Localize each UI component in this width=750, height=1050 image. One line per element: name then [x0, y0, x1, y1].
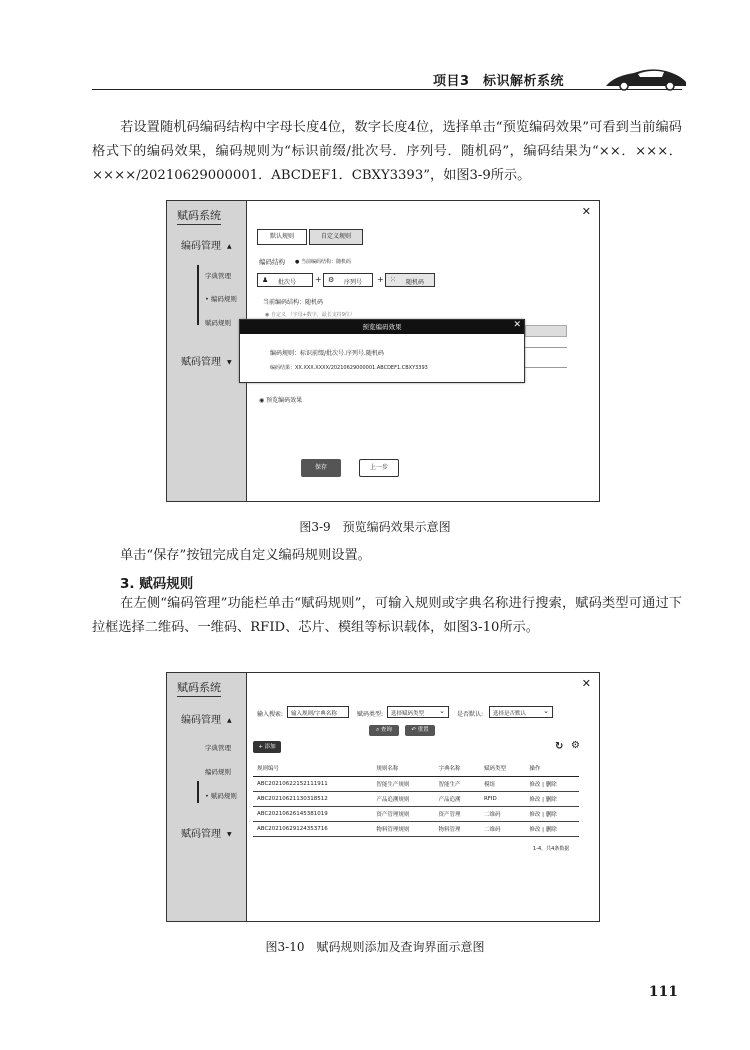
cell-assign-type: 二维码	[480, 806, 525, 821]
table-row	[253, 806, 579, 821]
background-line	[525, 347, 567, 348]
tab-custom-rule[interactable]: 自定义规则	[309, 229, 363, 245]
paragraph-save	[92, 544, 682, 568]
segment-serial[interactable]	[323, 273, 373, 287]
custom-radio[interactable]: ◉ 自定义 （字母+数字，最长支持9位）	[265, 312, 355, 318]
col-rule-name: 规则名称	[372, 761, 434, 776]
settings-icon[interactable]: ⚙	[571, 740, 580, 751]
cell-rule-id: ABC20210629124353716	[253, 821, 372, 836]
menu-assign-management-2[interactable]	[181, 825, 232, 840]
menu-encoding-management-label-2: 编码管理	[181, 715, 221, 726]
search-input[interactable]	[287, 706, 349, 718]
struct-label: 编码结构	[259, 258, 285, 266]
figure-3-9-mockup	[166, 200, 600, 502]
submenu-dictionary[interactable]: 字典管理	[205, 272, 231, 280]
col-actions: 操作	[525, 761, 579, 776]
current-struct: 当前编码结构：随机码	[263, 299, 324, 306]
save-button[interactable]: 保存	[301, 459, 341, 477]
close-icon-2[interactable]: ✕	[581, 677, 591, 690]
type-select[interactable]	[387, 706, 449, 718]
menu-assign-management[interactable]	[181, 353, 232, 368]
segment-batch-label: 批次号	[278, 279, 297, 286]
add-button[interactable]	[253, 741, 281, 753]
custom-radio-label: 自定义	[270, 312, 286, 318]
custom-hint: （字母+数字，最长支持9位）	[287, 312, 355, 318]
search-icon: ⌕	[376, 727, 380, 733]
plus-sign-2: +	[377, 275, 384, 284]
reset-button[interactable]	[405, 725, 435, 736]
plus-sign: +	[315, 275, 322, 284]
segment-serial-label: 序列号	[344, 279, 363, 286]
type-select-value: 选择赋码类型	[391, 711, 425, 717]
refresh-icon[interactable]: ↻	[555, 741, 564, 752]
segment-random[interactable]	[385, 273, 435, 287]
search-label: 输入搜索:	[257, 711, 284, 718]
running-header	[92, 68, 682, 90]
eye-icon: ◉	[259, 397, 265, 404]
chevron-up-icon: ▲	[227, 242, 232, 250]
chevron-down-icon-2: ▼	[227, 830, 232, 838]
segment-batch[interactable]	[257, 273, 313, 287]
dice-icon: ⁙	[390, 276, 396, 284]
col-rule-id: 规则编号	[253, 761, 372, 776]
cell-actions[interactable]: 修改 | 删除	[525, 791, 579, 806]
submenu-encoding-rules-2[interactable]: 编码规则	[205, 768, 231, 776]
col-assign-type: 赋码类型	[480, 761, 525, 776]
default-label: 是否默认:	[457, 711, 484, 718]
preview-modal-title: 预览编码效果	[240, 320, 524, 334]
page-number: 111	[648, 984, 678, 1000]
paragraph-save-text: 单击“保存”按钮完成自定义编码规则设置。	[120, 548, 371, 563]
chevron-up-icon-2: ▲	[227, 716, 232, 724]
submenu-line	[197, 265, 199, 325]
default-select[interactable]	[489, 706, 553, 718]
menu-encoding-management-label: 编码管理	[181, 241, 221, 252]
cell-rule-name: 产品追溯规则	[372, 791, 434, 806]
previous-step-button[interactable]: 上一步	[359, 459, 399, 477]
preview-link-label: 预览编码效果	[266, 397, 303, 404]
cell-assign-type: RFID	[480, 791, 525, 806]
query-button[interactable]	[369, 725, 399, 736]
modal-close-icon[interactable]: ✕	[513, 320, 521, 330]
brand-title-2: 赋码系统	[177, 679, 221, 697]
cell-rule-name: 物料管理规则	[372, 821, 434, 836]
close-icon[interactable]: ✕	[581, 205, 591, 218]
table-row	[253, 821, 579, 836]
figure-3-9-caption: 图3-9 预览编码效果示意图	[299, 520, 451, 534]
background-input	[525, 325, 567, 337]
cell-actions[interactable]: 修改 | 删除	[525, 821, 579, 836]
table-row	[253, 791, 579, 806]
cell-rule-id: ABC20210621130318512	[253, 791, 372, 806]
paragraph-intro	[92, 116, 682, 188]
rules-table	[253, 761, 579, 837]
segment-random-label: 随机码	[406, 279, 425, 286]
preview-rule-line: 编码规则：标识前缀/批次号.序列号.随机码	[270, 350, 384, 357]
sidebar-2	[167, 673, 247, 921]
paragraph-assign-rules-text: 在左侧“编码管理”功能栏单击“赋码规则”，可输入规则或字典名称进行搜索，赋码类型可通过下拉框选择二维码、一维码、RFID、芯片、模组等标识载体，如图3-10所示。	[92, 596, 682, 635]
person-icon: ♟	[262, 276, 269, 284]
query-button-label: 查询	[380, 727, 392, 733]
section-heading: 3. 赋码规则	[120, 576, 194, 592]
cell-rule-id: ABC20210626145381019	[253, 806, 372, 821]
cell-rule-name: 智能生产规则	[372, 776, 434, 791]
menu-encoding-management[interactable]	[181, 237, 232, 252]
table-row	[253, 776, 579, 791]
table-header-row	[253, 761, 579, 776]
cell-assign-type: 模组	[480, 776, 525, 791]
figure-3-10-mockup	[166, 672, 600, 922]
menu-encoding-management-2[interactable]	[181, 711, 232, 726]
menu-assign-management-label: 赋码管理	[181, 357, 221, 368]
submenu-assign-rules-2[interactable]: • 赋码规则	[205, 792, 237, 800]
submenu-assign-rules[interactable]: 赋码规则	[205, 319, 231, 327]
tab-default-rule[interactable]: 默认规则	[257, 229, 307, 245]
figure-3-10-caption: 图3-10 赋码规则添加及查询界面示意图	[265, 940, 485, 954]
struct-hint-text: 当前编码结构：随机码	[300, 259, 351, 265]
paragraph-assign-rules	[92, 592, 682, 640]
preview-modal	[239, 319, 525, 383]
chevron-down-icon-4: ⌄	[543, 707, 549, 715]
plus-icon: +	[258, 744, 263, 750]
cell-assign-type: 二维码	[480, 821, 525, 836]
cell-actions[interactable]: 修改 | 删除	[525, 776, 579, 791]
sidebar	[167, 201, 247, 501]
preview-link[interactable]	[259, 395, 302, 404]
cell-rule-id: ABC20210622152111911	[253, 776, 372, 791]
cell-rule-name: 资产管理规则	[372, 806, 434, 821]
reset-button-label: 重置	[417, 727, 429, 733]
submenu-line-2	[197, 781, 199, 803]
submenu-encoding-rules[interactable]: • 编码规则	[205, 295, 237, 303]
struct-hint: ● 当前编码结构：随机码	[295, 259, 351, 265]
undo-icon: ↶	[411, 727, 416, 733]
gear-icon: ⚙	[328, 276, 335, 284]
pagination-text: 1-4，共4条数据	[533, 846, 570, 852]
menu-assign-management-label-2: 赋码管理	[181, 829, 221, 840]
type-label: 赋码类型:	[357, 711, 384, 718]
brand-title: 赋码系统	[177, 207, 221, 225]
col-dict-name: 字典名称	[434, 761, 479, 776]
cell-actions[interactable]: 修改 | 删除	[525, 806, 579, 821]
submenu-dictionary-2[interactable]: 字典管理	[205, 744, 231, 752]
chevron-down-icon-3: ⌄	[439, 707, 445, 715]
default-select-value: 选择是否默认	[493, 711, 527, 717]
background-line-2	[525, 367, 567, 368]
car-logo-icon	[604, 62, 688, 92]
add-button-label: 添加	[264, 744, 276, 750]
chevron-down-icon: ▼	[227, 358, 232, 366]
cell-dict-name: 资产管理	[434, 806, 479, 821]
paragraph-intro-text: 若设置随机码编码结构中字母长度4位，数字长度4位，选择单击“预览编码效果”可看到当前编码格式下的编码效果，编码规则为“标识前缀/批次号．序列号．随机码”，编码结果为“××．×××．××××/20210629000001．ABCDEF1．CBXY3393”，如图3-9所示。	[92, 120, 682, 183]
cell-dict-name: 智能生产	[434, 776, 479, 791]
search-input-placeholder: 输入规则/字典名称	[291, 711, 337, 717]
preview-result-line: 编码结果：XX.XXX.XXXX/20210629000001.ABCDEF1.CBXY3393	[270, 365, 428, 371]
header-title: 项目3 标识解析系统	[432, 74, 564, 89]
cell-dict-name: 物料管理	[434, 821, 479, 836]
cell-dict-name: 产品追溯	[434, 791, 479, 806]
